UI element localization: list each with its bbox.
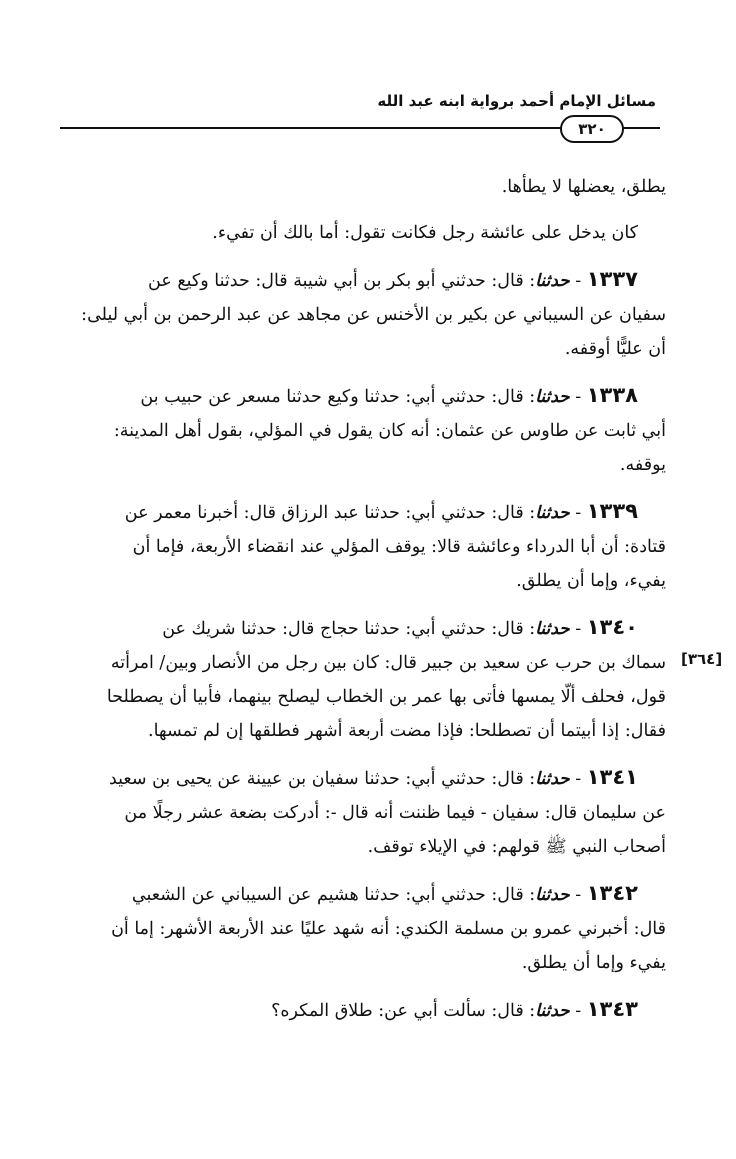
- hadith-number: ١٣٤١: [586, 765, 638, 789]
- hadith-label: حدثنا: [535, 619, 570, 639]
- hadith-number: ١٣٣٧: [586, 267, 638, 291]
- hadith-label: حدثنا: [535, 271, 570, 291]
- hadith-1342: [70, 876, 666, 980]
- text-segment: قال: حدثني أبي: حدثنا حجاج قال: حدثنا شريك عن: [162, 619, 524, 639]
- text-line: أصحاب النبي ﷺ قولهم: في الإيلاء توقف.: [367, 837, 666, 857]
- hadith-label: حدثنا: [535, 769, 570, 789]
- running-title: مسائل الإمام أحمد برواية ابنه عبد الله: [377, 92, 656, 110]
- hadith-1340: [70, 610, 666, 748]
- text-line: يوقفه.: [619, 455, 666, 475]
- text-segment: قال: حدثني أبو بكر بن أبي شيبة قال: حدثنا وكيع عن: [148, 271, 524, 291]
- text-line: أن عليًّا أوقفه.: [564, 339, 666, 359]
- page-number: ٣٢٠: [560, 115, 624, 143]
- hadith-label: حدثنا: [535, 503, 570, 523]
- text-segment: قال: حدثني أبي: حدثنا هشيم عن السيباني عن الشعبي: [131, 885, 524, 905]
- text-line: ١٣٤١ - حدثنا: قال: حدثني أبي: حدثنا سفيان بن عيينة عن يحيى بن سعيد: [108, 765, 638, 789]
- text-line: سماك بن حرب عن سعيد بن جبير قال: كان بين رجل من الأنصار وبين/ امرأته: [110, 653, 666, 673]
- text-line: ١٣٣٨ - حدثنا: قال: حدثني أبي: حدثنا وكيع حدثنا مسعر عن حبيب بن: [140, 383, 638, 407]
- hadith-label: حدثنا: [535, 387, 570, 407]
- text-segment: قال: حدثني أبي: حدثنا سفيان بن عيينة عن يحيى بن سعيد: [108, 769, 524, 789]
- text-line: قال: أخبرني عمرو بن مسلمة الكندي: أنه شهد عليًا عند الأربعة الأشهر: إما أن: [111, 919, 666, 939]
- hadith-label: حدثنا: [535, 885, 570, 905]
- text-line: يطلق، يعضلها لا يطأها.: [501, 177, 666, 197]
- hadith-1339: [70, 494, 666, 598]
- text-line: ١٣٤٠ - حدثنا: قال: حدثني أبي: حدثنا حجاج قال: حدثنا شريك عن: [162, 615, 638, 639]
- hadith-1343: [70, 992, 666, 1028]
- text-line: ١٣٣٧ - حدثنا: قال: حدثني أبو بكر بن أبي شيبة قال: حدثنا وكيع عن: [148, 267, 638, 291]
- hadith-number: ١٣٣٨: [586, 383, 638, 407]
- manuscript-page-ref: [٣٦٤]: [681, 650, 723, 668]
- paragraph-quote: [70, 216, 666, 250]
- text-line: يفيء وإما أن يطلق.: [521, 953, 666, 973]
- text-line: ١٣٤٢ - حدثنا: قال: حدثني أبي: حدثنا هشيم عن السيباني عن الشعبي: [131, 881, 638, 905]
- hadith-number: ١٣٣٩: [586, 499, 638, 523]
- text-line: ١٣٤٣ - حدثنا: قال: سألت أبي عن: طلاق المكره؟: [271, 997, 638, 1021]
- hadith-1341: [70, 760, 666, 864]
- text-segment: قال: حدثني أبي: حدثنا وكيع حدثنا مسعر عن حبيب بن: [140, 387, 524, 407]
- hadith-1338: [70, 378, 666, 482]
- hadith-number: ١٣٤٢: [586, 881, 638, 905]
- text-line: يفيء، وإما أن يطلق.: [516, 571, 666, 591]
- text-line: قتادة: أن أبا الدرداء وعائشة قالا: يوقف المؤلي عند انقضاء الأربعة، فإما أن: [132, 537, 666, 557]
- hadith-1337: [70, 262, 666, 366]
- hadith-number: ١٣٤٣: [586, 997, 638, 1021]
- hadith-number: ١٣٤٠: [586, 615, 638, 639]
- text-line: سفيان عن السيباني عن بكير بن الأخنس عن مجاهد عن عبد الرحمن بن أبي ليلى:: [81, 305, 666, 325]
- text-line: عن سليمان قال: سفيان - فيما ظننت أنه قال -: أدركت بضعة عشر رجلًا من: [124, 803, 666, 823]
- hadith-label: حدثنا: [535, 1001, 570, 1021]
- text-line: كان يدخل على عائشة رجل فكانت تقول: أما بالك أن تفيء.: [212, 223, 638, 243]
- text-line: قول، فحلف ألّا يمسها فأتى بها عمر بن الخطاب ليصلح بينهما، فأبيا أن يصطلحا: [106, 687, 666, 707]
- text-segment: قال: حدثني أبي: حدثنا عبد الرزاق قال: أخبرنا معمر عن: [124, 503, 524, 523]
- text-line: ١٣٣٩ - حدثنا: قال: حدثني أبي: حدثنا عبد الرزاق قال: أخبرنا معمر عن: [124, 499, 638, 523]
- text-line: أبي ثابت عن طاوس عن عثمان: أنه كان يقول في المؤلي، بقول أهل المدينة:: [113, 421, 666, 441]
- paragraph-continuation: [70, 170, 666, 204]
- text-segment: قال: سألت أبي عن: طلاق المكره؟: [271, 1001, 524, 1021]
- text-line: فقال: إذا أبيتما أن تصطلحا: فإذا مضت أربعة أشهر فطلقها إن لم تمسها.: [148, 721, 666, 741]
- body-text: [70, 170, 666, 1040]
